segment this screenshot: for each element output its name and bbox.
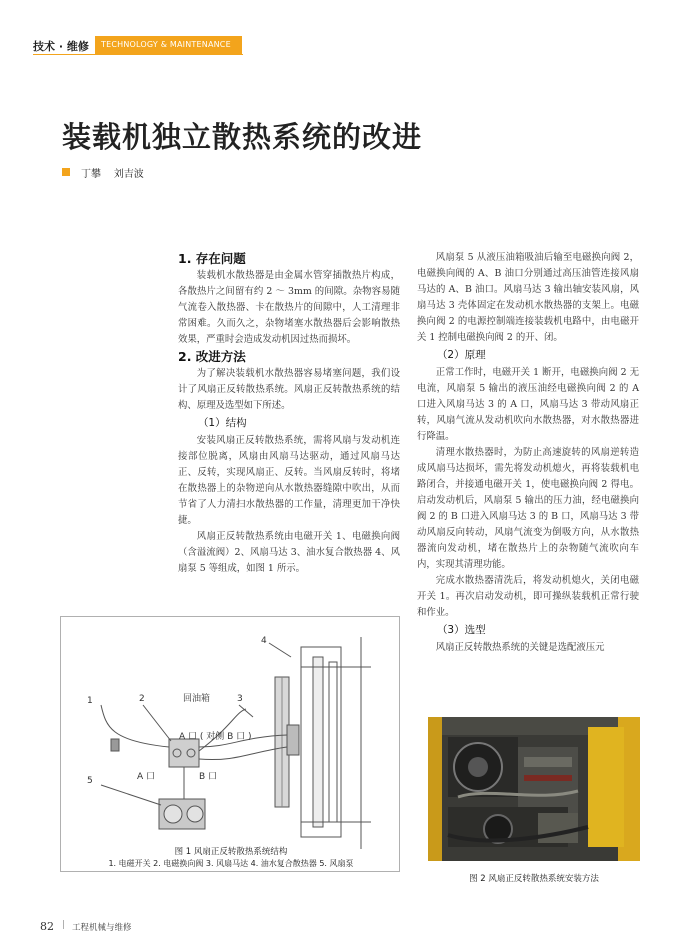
figure-2-caption: 图 2 风扇正反转散热系统安装方法 bbox=[469, 874, 599, 884]
radiator-core bbox=[313, 657, 323, 827]
paragraph: 风扇正反转散热系统由电磁开关 1、电磁换向阀（含溢流阀）2、风扇马达 3、油水复合散热器 4、风扇泵 5 等组成，如图 1 所示。 bbox=[178, 531, 400, 574]
fig1-label-4: 4 bbox=[261, 636, 267, 646]
figure-1-caption: 图 1 风扇正反转散热系统结构 bbox=[174, 847, 288, 857]
engine-photo-illustration bbox=[428, 717, 640, 861]
author-marker-icon bbox=[62, 168, 70, 176]
hose-b bbox=[199, 747, 287, 760]
fig1-label-1: 1 bbox=[87, 696, 93, 706]
footer-separator: | bbox=[62, 920, 66, 930]
paragraph: 正常工作时，电磁开关 1 断开，电磁换向阀 2 无电流，风扇泵 5 输出的液压油经电磁换向阀 2 的 A 口进入风扇马达 3 的 A 口，风扇马达 3 带动风扇正转，风扇气流从发动机吹向水散热器，对水散热器进行降温。 bbox=[417, 367, 639, 442]
figure-1 bbox=[60, 616, 400, 872]
paragraph: 风扇正反转散热系统的关键是选配液压元 bbox=[435, 642, 605, 653]
page-number: 82 bbox=[40, 920, 54, 933]
fig1-label-tank: 回油箱 bbox=[183, 694, 211, 704]
article-title: 装载机独立散热系统的改进 bbox=[62, 120, 423, 154]
radiator-side bbox=[329, 662, 337, 822]
header-rule bbox=[33, 54, 243, 55]
figure-2-photo bbox=[428, 717, 640, 861]
text-column-left bbox=[178, 250, 400, 577]
fig1-label-a-port: A 口 bbox=[137, 772, 156, 782]
magazine-name: 工程机械与维修 bbox=[72, 923, 132, 933]
text-column-right bbox=[417, 250, 639, 656]
subsection-heading-selection: （3）选型 bbox=[436, 624, 486, 636]
subsection-heading-principle: （2）原理 bbox=[436, 349, 486, 361]
figure-1-legend: 1. 电磁开关 2. 电磁换向阀 3. 风扇马达 4. 油水复合散热器 5. 风扇泵 bbox=[108, 859, 354, 868]
fig1-label-b-port: B 口 bbox=[199, 772, 218, 782]
fig1-label-3: 3 bbox=[237, 694, 243, 704]
electric-switch-icon bbox=[111, 739, 119, 751]
section-heading-1: 1. 存在问题 bbox=[178, 251, 246, 266]
paragraph: 为了解决装载机水散热器容易堵塞问题，我们设计了风扇正反转散热系统。风扇正反转散热系统的结构、原理及选型如下所述。 bbox=[178, 368, 400, 411]
section-label: 技术 · 维修 bbox=[33, 40, 89, 53]
article-authors: 丁攀 刘吉波 bbox=[81, 169, 144, 180]
fan-motor-icon bbox=[287, 725, 299, 755]
fig1-label-2: 2 bbox=[139, 694, 145, 704]
paragraph: 清理水散热器时，为防止高速旋转的风扇逆转造成风扇马达损坏，需先将发动机熄火，再将装载机电路闭合，并接通电磁开关 1，使电磁换向阀 2 得电。启动发动机后，风扇泵 5 输出的压力油，经电磁换向阀 2 的 B 口进入风扇马达 3 的 B 口，风扇马达 3 带动风扇反向转动，风扇气流变为倒吸方向，从水散热器流向发动机，堵在散热片上的杂物随气流吹向车内，实现其清理功能。 bbox=[417, 447, 639, 570]
paragraph: 装载机水散热器是由金属水管穿插散热片构成，各散热片之间留有约 2 ～ 3mm 的间隙。杂物容易随气流卷入散热器、卡在散热片的间隙中，人工清理非常困难。久而久之，杂物堵塞水散热器后会影响散热效果，严重时会造成发动机因过热而损坏。 bbox=[178, 270, 400, 345]
section-heading-2: 2. 改进方法 bbox=[178, 349, 246, 364]
subsection-heading-structure: （1）结构 bbox=[197, 417, 247, 429]
fig1-label-5: 5 bbox=[87, 776, 93, 786]
section-band: TECHNOLOGY & MAINTENANCE bbox=[95, 36, 242, 54]
paragraph: 安装风扇正反转散热系统，需将风扇与发动机连接部位脱离，风扇由风扇马达驱动，通过风扇马达正、反转，实现风扇正、反转。当风扇反转时，将堵在散热器上的杂物逆向从水散热器缝隙中吹出，从而节省了人力清扫水散热器的工作量，清理更加干净快捷。 bbox=[178, 435, 400, 526]
paragraph: 风扇泵 5 从液压油箱吸油后输至电磁换向阀 2，电磁换向阀的 A、B 油口分别通过高压油管连接风扇马达的 A、B 油口。风扇马达 3 输出轴安装风扇，风扇马达 3 壳体固定在发动机水散热器的支架上。电磁换向阀 2 的电源控制端连接装载机电路中，由电磁开关 1 控制电磁换向阀 2 的开、闭。 bbox=[417, 252, 639, 343]
fig1-label-a-port-note: A 口 ( 对侧 B 口 ) bbox=[179, 732, 252, 742]
paragraph: 完成水散热器清洗后，将发动机熄火，关闭电磁开关 1。再次启动发动机，即可操纵装载机正常行驶和作业。 bbox=[417, 575, 639, 618]
figure-1-diagram bbox=[61, 617, 401, 873]
